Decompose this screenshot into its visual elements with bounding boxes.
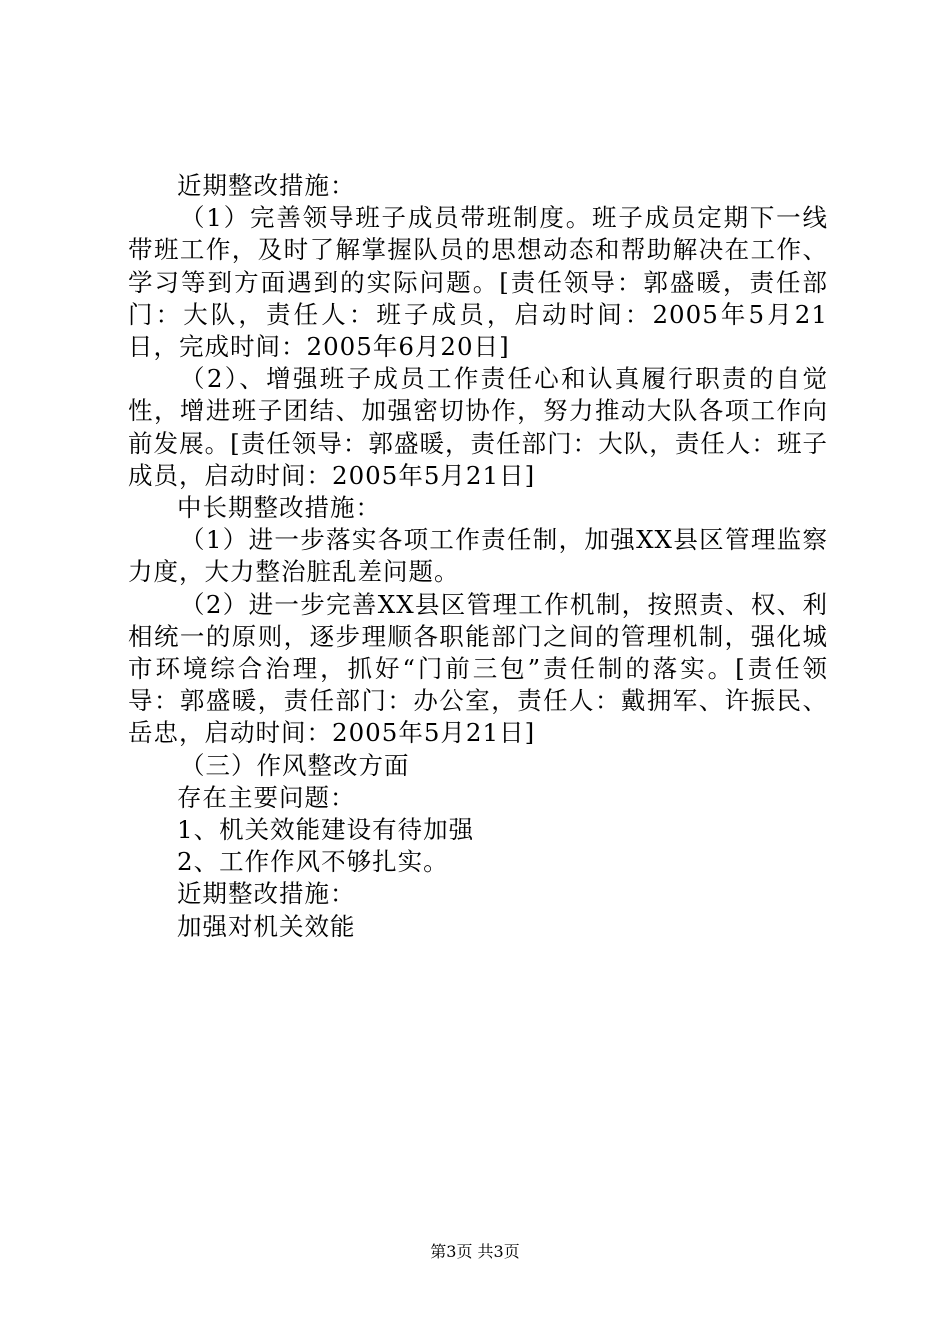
paragraph-long-measure-1: （1）进一步落实各项工作责任制，加强XX县区管理监察力度，大力整治脏乱差问题。 — [128, 525, 828, 587]
document-body — [128, 170, 828, 943]
heading-main-problems: 存在主要问题： — [177, 782, 356, 812]
paragraph-measure-2: （2）、增强班子成员工作责任心和认真履行职责的自觉性，增进班子团结、加强密切协作，努力推动大队各项工作向前发展。[责任领导：郭盛暖，责任部门：大队，责任人：班子成员，启动时间：2005年5月21日] — [128, 364, 828, 490]
paragraph-long-measure-2: （2）进一步完善XX县区管理工作机制，按照责、权、利相统一的原则，逐步理顺各职能部门之间的管理机制，强化城市环境综合治理，抓好“门前三包”责任制的落实。[责任领导：郭盛暖，责任部门：办公室，责任人：戴拥军、许振民、岳忠，启动时间：2005年5月21日] — [128, 589, 828, 748]
problem-item-1: 1、机关效能建设有待加强 — [177, 815, 475, 845]
section-heading-style-rectification: （三）作风整改方面 — [180, 750, 410, 780]
heading-long-term-measures: 中长期整改措施： — [177, 493, 381, 523]
page-footer: 第3页 共3页 — [430, 1242, 520, 1261]
paragraph-truncated: 加强对机关效能 — [177, 911, 356, 941]
heading-short-term-measures: 近期整改措施： — [177, 171, 356, 200]
heading-short-term-measures-2: 近期整改措施： — [177, 879, 356, 909]
problem-item-2: 2、工作作风不够扎实。 — [177, 847, 449, 877]
paragraph-measure-1: （1）完善领导班子成员带班制度。班子成员定期下一线带班工作，及时了解掌握队员的思想动态和帮助解决在工作、学习等到方面遇到的实际问题。[责任领导：郭盛暖，责任部门：大队，责任人：班子成员，启动时间：2005年5月21日，完成时间：2005年6月20日] — [128, 203, 828, 362]
